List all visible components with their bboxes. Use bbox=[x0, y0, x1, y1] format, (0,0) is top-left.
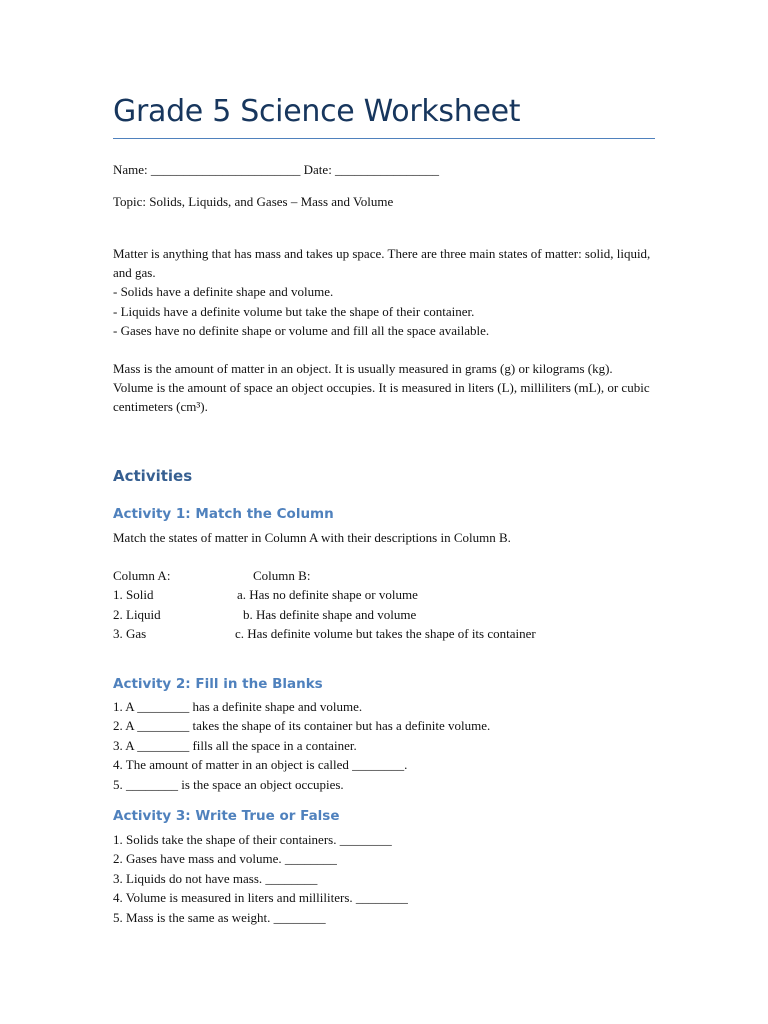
column-a bbox=[113, 566, 170, 644]
intro-line: - Solids have a definite shape and volume. bbox=[113, 284, 334, 300]
list-item: 5. ________ is the space an object occupies. bbox=[113, 776, 344, 792]
column-a-item: 2. Liquid bbox=[113, 606, 161, 622]
column-b-item: c. Has definite volume but takes the shape of its container bbox=[235, 626, 536, 642]
column-b-header: Column B: bbox=[253, 568, 311, 583]
list-item: 2. A ________ takes the shape of its container but has a definite volume. bbox=[113, 718, 491, 734]
mass-definition: Mass is the amount of matter in an object. It is usually measured in grams (g) or kilograms (kg). bbox=[113, 361, 613, 376]
column-a-item: 3. Gas bbox=[113, 626, 147, 642]
list-item: 3. A ________ fills all the space in a container. bbox=[113, 737, 357, 753]
intro-line: Matter is anything that has mass and takes up space. There are three main states of matter: solid, liquid, and gas. bbox=[113, 246, 651, 281]
name-date-line: Name: _______________________ Date: ________________ bbox=[113, 162, 440, 177]
column-a-item: 1. Solid bbox=[113, 587, 154, 603]
title-underline bbox=[113, 138, 655, 139]
intro-line: - Liquids have a definite volume but take the shape of their container. bbox=[113, 303, 475, 319]
activities-heading: Activities bbox=[113, 467, 193, 485]
activity1-instruction: Match the states of matter in Column A with their descriptions in Column B. bbox=[113, 530, 511, 545]
activity3-list bbox=[113, 830, 408, 927]
column-b-item: a. Has no definite shape or volume bbox=[237, 587, 418, 603]
list-item: 4. Volume is measured in liters and milliliters. ________ bbox=[113, 890, 408, 906]
intro-line: - Gases have no definite shape or volume and fill all the space available. bbox=[113, 322, 490, 338]
topic-line: Topic: Solids, Liquids, and Gases – Mass and Volume bbox=[113, 194, 394, 209]
list-item: 5. Mass is the same as weight. ________ bbox=[113, 909, 326, 925]
mass-volume-paragraph bbox=[113, 359, 653, 417]
column-b-item: b. Has definite shape and volume bbox=[243, 606, 417, 622]
list-item: 1. Solids take the shape of their containers. ________ bbox=[113, 832, 392, 847]
list-item: 4. The amount of matter in an object is called ________. bbox=[113, 757, 408, 773]
activity2-heading: Activity 2: Fill in the Blanks bbox=[113, 676, 323, 692]
list-item: 1. A ________ has a definite shape and volume. bbox=[113, 699, 363, 714]
activity2-list bbox=[113, 697, 490, 794]
column-a-header: Column A: bbox=[113, 568, 171, 583]
activity3-heading: Activity 3: Write True or False bbox=[113, 808, 340, 824]
page-title: Grade 5 Science Worksheet bbox=[113, 94, 521, 129]
intro-paragraph bbox=[113, 244, 653, 340]
list-item: 3. Liquids do not have mass. ________ bbox=[113, 870, 318, 886]
activity1-heading: Activity 1: Match the Column bbox=[113, 506, 334, 522]
volume-definition: Volume is the amount of space an object occupies. It is measured in liters (L), milliliters (mL), or cubic centimeters (cm³). bbox=[113, 380, 650, 415]
list-item: 2. Gases have mass and volume. ________ bbox=[113, 851, 337, 867]
